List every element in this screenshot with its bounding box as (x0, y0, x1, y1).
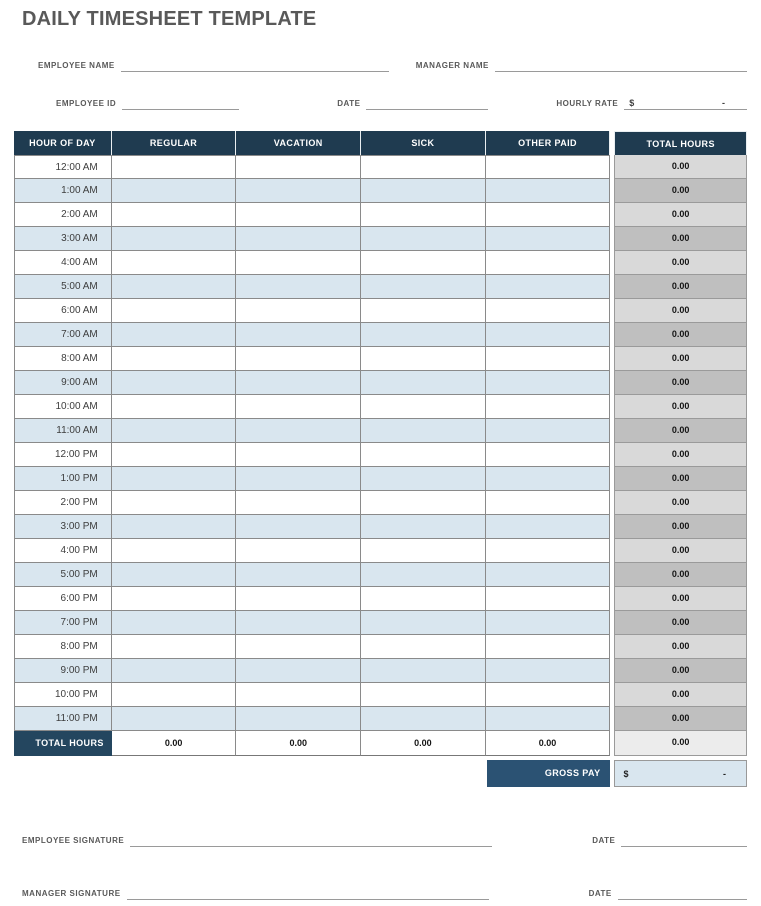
timesheet-row (14, 611, 747, 635)
header-hour-of-day: HOUR OF DAY (14, 131, 112, 155)
other-paid-cell[interactable] (486, 347, 611, 371)
sick-cell[interactable] (361, 515, 486, 539)
sick-cell[interactable] (361, 419, 486, 443)
total-hours-cell: 0.00 (614, 299, 747, 323)
hourly-rate-value: - (722, 98, 725, 108)
sick-cell[interactable] (361, 203, 486, 227)
regular-cell[interactable] (112, 203, 237, 227)
hour-label: 8:00 AM (14, 347, 112, 371)
totals-sick-value: 0.00 (361, 731, 486, 756)
page-title: DAILY TIMESHEET TEMPLATE (22, 8, 317, 30)
regular-cell[interactable] (112, 707, 237, 731)
timesheet-row (14, 275, 747, 299)
other-paid-cell[interactable] (486, 539, 611, 563)
gross-pay-currency: $ (623, 768, 629, 779)
gross-pay-input[interactable] (614, 760, 747, 787)
vacation-cell[interactable] (236, 587, 361, 611)
gross-pay-value: - (723, 768, 726, 779)
timesheet-table (14, 131, 747, 756)
other-paid-cell[interactable] (486, 611, 611, 635)
hour-label: 9:00 AM (14, 371, 112, 395)
header-other-paid: OTHER PAID (486, 131, 611, 155)
header-total-hours: TOTAL HOURS (614, 131, 747, 155)
timesheet-row (14, 395, 747, 419)
hour-label: 11:00 PM (14, 707, 112, 731)
total-hours-cell: 0.00 (614, 179, 747, 203)
gross-pay-row (487, 760, 747, 787)
hour-label: 10:00 AM (14, 395, 112, 419)
hour-label: 1:00 AM (14, 179, 112, 203)
other-paid-cell[interactable] (486, 155, 611, 179)
total-hours-cell: 0.00 (614, 515, 747, 539)
vacation-cell[interactable] (236, 707, 361, 731)
hour-label: 5:00 PM (14, 563, 112, 587)
other-paid-cell[interactable] (486, 515, 611, 539)
form-row-1 (14, 58, 747, 72)
other-paid-cell[interactable] (486, 323, 611, 347)
totals-row-label: TOTAL HOURS (14, 731, 112, 756)
hour-label: 1:00 PM (14, 467, 112, 491)
timesheet-row (14, 683, 747, 707)
sick-cell[interactable] (361, 635, 486, 659)
regular-cell[interactable] (112, 659, 237, 683)
date-label: DATE (337, 99, 361, 108)
vacation-cell[interactable] (236, 659, 361, 683)
vacation-cell[interactable] (236, 491, 361, 515)
header-vacation: VACATION (236, 131, 361, 155)
total-hours-cell: 0.00 (614, 539, 747, 563)
sick-cell[interactable] (361, 563, 486, 587)
sick-cell[interactable] (361, 587, 486, 611)
other-paid-cell[interactable] (486, 419, 611, 443)
total-hours-cell: 0.00 (614, 251, 747, 275)
sick-cell[interactable] (361, 611, 486, 635)
other-paid-cell[interactable] (486, 227, 611, 251)
vacation-cell[interactable] (236, 155, 361, 179)
vacation-cell[interactable] (236, 203, 361, 227)
employee-name-input[interactable] (121, 58, 389, 72)
timesheet-row (14, 491, 747, 515)
table-body (14, 155, 747, 731)
total-hours-cell: 0.00 (614, 611, 747, 635)
employee-signature-row (14, 833, 747, 847)
manager-name-label: MANAGER NAME (415, 61, 489, 70)
employee-name-label: EMPLOYEE NAME (38, 61, 115, 70)
regular-cell[interactable] (112, 419, 237, 443)
hourly-rate-label: HOURLY RATE (556, 99, 619, 108)
totals-regular-value: 0.00 (112, 731, 237, 756)
regular-cell[interactable] (112, 323, 237, 347)
total-hours-cell: 0.00 (614, 347, 747, 371)
other-paid-cell[interactable] (486, 203, 611, 227)
vacation-cell[interactable] (236, 323, 361, 347)
regular-cell[interactable] (112, 539, 237, 563)
sick-cell[interactable] (361, 275, 486, 299)
sick-cell[interactable] (361, 299, 486, 323)
regular-cell[interactable] (112, 347, 237, 371)
regular-cell[interactable] (112, 515, 237, 539)
vacation-cell[interactable] (236, 347, 361, 371)
vacation-cell[interactable] (236, 563, 361, 587)
sick-cell[interactable] (361, 323, 486, 347)
total-hours-cell: 0.00 (614, 443, 747, 467)
regular-cell[interactable] (112, 611, 237, 635)
hour-label: 4:00 AM (14, 251, 112, 275)
sick-cell[interactable] (361, 539, 486, 563)
regular-cell[interactable] (112, 299, 237, 323)
vacation-cell[interactable] (236, 419, 361, 443)
total-hours-cell: 0.00 (614, 563, 747, 587)
total-hours-cell: 0.00 (614, 275, 747, 299)
hour-label: 12:00 AM (14, 155, 112, 179)
other-paid-cell[interactable] (486, 443, 611, 467)
total-hours-cell: 0.00 (614, 659, 747, 683)
sick-cell[interactable] (361, 491, 486, 515)
form-row-2 (14, 96, 747, 110)
timesheet-row (14, 179, 747, 203)
timesheet-row (14, 635, 747, 659)
timesheet-row (14, 155, 747, 179)
regular-cell[interactable] (112, 491, 237, 515)
hourly-rate-currency: $ (629, 98, 635, 108)
sick-cell[interactable] (361, 371, 486, 395)
total-hours-cell: 0.00 (614, 203, 747, 227)
date-input[interactable] (366, 96, 488, 110)
hour-label: 3:00 AM (14, 227, 112, 251)
sick-cell[interactable] (361, 707, 486, 731)
employee-signature-date-label: DATE (592, 836, 616, 845)
timesheet-row (14, 371, 747, 395)
hour-label: 9:00 PM (14, 659, 112, 683)
other-paid-cell[interactable] (486, 395, 611, 419)
manager-signature-row (14, 886, 747, 900)
timesheet-row (14, 659, 747, 683)
other-paid-cell[interactable] (486, 179, 611, 203)
total-hours-cell: 0.00 (614, 635, 747, 659)
regular-cell[interactable] (112, 227, 237, 251)
hourly-rate-input[interactable] (624, 97, 747, 110)
employee-id-label: EMPLOYEE ID (56, 99, 117, 108)
hour-label: 8:00 PM (14, 635, 112, 659)
timesheet-row (14, 419, 747, 443)
total-hours-cell: 0.00 (614, 491, 747, 515)
regular-cell[interactable] (112, 275, 237, 299)
hour-label: 12:00 PM (14, 443, 112, 467)
hour-label: 4:00 PM (14, 539, 112, 563)
vacation-cell[interactable] (236, 539, 361, 563)
manager-signature-date-input[interactable] (618, 886, 747, 900)
timesheet-row (14, 251, 747, 275)
regular-cell[interactable] (112, 443, 237, 467)
manager-signature-input[interactable] (127, 886, 489, 900)
vacation-cell[interactable] (236, 683, 361, 707)
hour-label: 5:00 AM (14, 275, 112, 299)
table-header-row (14, 131, 747, 155)
vacation-cell[interactable] (236, 467, 361, 491)
vacation-cell[interactable] (236, 611, 361, 635)
other-paid-cell[interactable] (486, 707, 611, 731)
sick-cell[interactable] (361, 179, 486, 203)
sick-cell[interactable] (361, 251, 486, 275)
sick-cell[interactable] (361, 443, 486, 467)
other-paid-cell[interactable] (486, 371, 611, 395)
timesheet-row (14, 443, 747, 467)
total-hours-cell: 0.00 (614, 323, 747, 347)
sick-cell[interactable] (361, 659, 486, 683)
timesheet-row (14, 563, 747, 587)
regular-cell[interactable] (112, 683, 237, 707)
regular-cell[interactable] (112, 563, 237, 587)
regular-cell[interactable] (112, 155, 237, 179)
other-paid-cell[interactable] (486, 659, 611, 683)
hour-label: 3:00 PM (14, 515, 112, 539)
hour-label: 7:00 PM (14, 611, 112, 635)
timesheet-row (14, 515, 747, 539)
total-hours-cell: 0.00 (614, 467, 747, 491)
timesheet-row (14, 203, 747, 227)
other-paid-cell[interactable] (486, 587, 611, 611)
totals-grand-total: 0.00 (614, 731, 747, 756)
regular-cell[interactable] (112, 395, 237, 419)
vacation-cell[interactable] (236, 179, 361, 203)
manager-name-input[interactable] (495, 58, 747, 72)
employee-signature-input[interactable] (130, 833, 492, 847)
hour-label: 7:00 AM (14, 323, 112, 347)
hour-label: 6:00 AM (14, 299, 112, 323)
regular-cell[interactable] (112, 587, 237, 611)
header-sick: SICK (361, 131, 486, 155)
hour-label: 2:00 AM (14, 203, 112, 227)
other-paid-cell[interactable] (486, 563, 611, 587)
hour-label: 6:00 PM (14, 587, 112, 611)
other-paid-cell[interactable] (486, 467, 611, 491)
other-paid-cell[interactable] (486, 491, 611, 515)
totals-vacation-value: 0.00 (236, 731, 361, 756)
sick-cell[interactable] (361, 227, 486, 251)
total-hours-cell: 0.00 (614, 683, 747, 707)
regular-cell[interactable] (112, 179, 237, 203)
vacation-cell[interactable] (236, 251, 361, 275)
timesheet-row (14, 347, 747, 371)
timesheet-row (14, 539, 747, 563)
employee-id-input[interactable] (122, 96, 239, 110)
other-paid-cell[interactable] (486, 251, 611, 275)
sick-cell[interactable] (361, 155, 486, 179)
sick-cell[interactable] (361, 683, 486, 707)
regular-cell[interactable] (112, 251, 237, 275)
total-hours-cell: 0.00 (614, 371, 747, 395)
gross-pay-label: GROSS PAY (487, 760, 610, 787)
sick-cell[interactable] (361, 347, 486, 371)
totals-other-paid-value: 0.00 (486, 731, 611, 756)
total-hours-cell: 0.00 (614, 419, 747, 443)
regular-cell[interactable] (112, 371, 237, 395)
other-paid-cell[interactable] (486, 275, 611, 299)
sick-cell[interactable] (361, 395, 486, 419)
totals-row (14, 731, 747, 756)
total-hours-cell: 0.00 (614, 227, 747, 251)
timesheet-row (14, 707, 747, 731)
vacation-cell[interactable] (236, 635, 361, 659)
total-hours-cell: 0.00 (614, 395, 747, 419)
sick-cell[interactable] (361, 467, 486, 491)
manager-signature-label: MANAGER SIGNATURE (22, 889, 121, 898)
hour-label: 10:00 PM (14, 683, 112, 707)
vacation-cell[interactable] (236, 443, 361, 467)
other-paid-cell[interactable] (486, 683, 611, 707)
other-paid-cell[interactable] (486, 635, 611, 659)
vacation-cell[interactable] (236, 275, 361, 299)
total-hours-cell: 0.00 (614, 707, 747, 731)
header-regular: REGULAR (112, 131, 237, 155)
vacation-cell[interactable] (236, 371, 361, 395)
vacation-cell[interactable] (236, 515, 361, 539)
timesheet-row (14, 299, 747, 323)
vacation-cell[interactable] (236, 227, 361, 251)
vacation-cell[interactable] (236, 299, 361, 323)
manager-signature-date-label: DATE (588, 889, 612, 898)
employee-signature-label: EMPLOYEE SIGNATURE (22, 836, 125, 845)
hour-label: 2:00 PM (14, 491, 112, 515)
hour-label: 11:00 AM (14, 419, 112, 443)
timesheet-row (14, 227, 747, 251)
total-hours-cell: 0.00 (614, 155, 747, 179)
regular-cell[interactable] (112, 635, 237, 659)
total-hours-cell: 0.00 (614, 587, 747, 611)
other-paid-cell[interactable] (486, 299, 611, 323)
regular-cell[interactable] (112, 467, 237, 491)
employee-signature-date-input[interactable] (621, 833, 747, 847)
timesheet-row (14, 323, 747, 347)
timesheet-row (14, 587, 747, 611)
timesheet-row (14, 467, 747, 491)
vacation-cell[interactable] (236, 395, 361, 419)
